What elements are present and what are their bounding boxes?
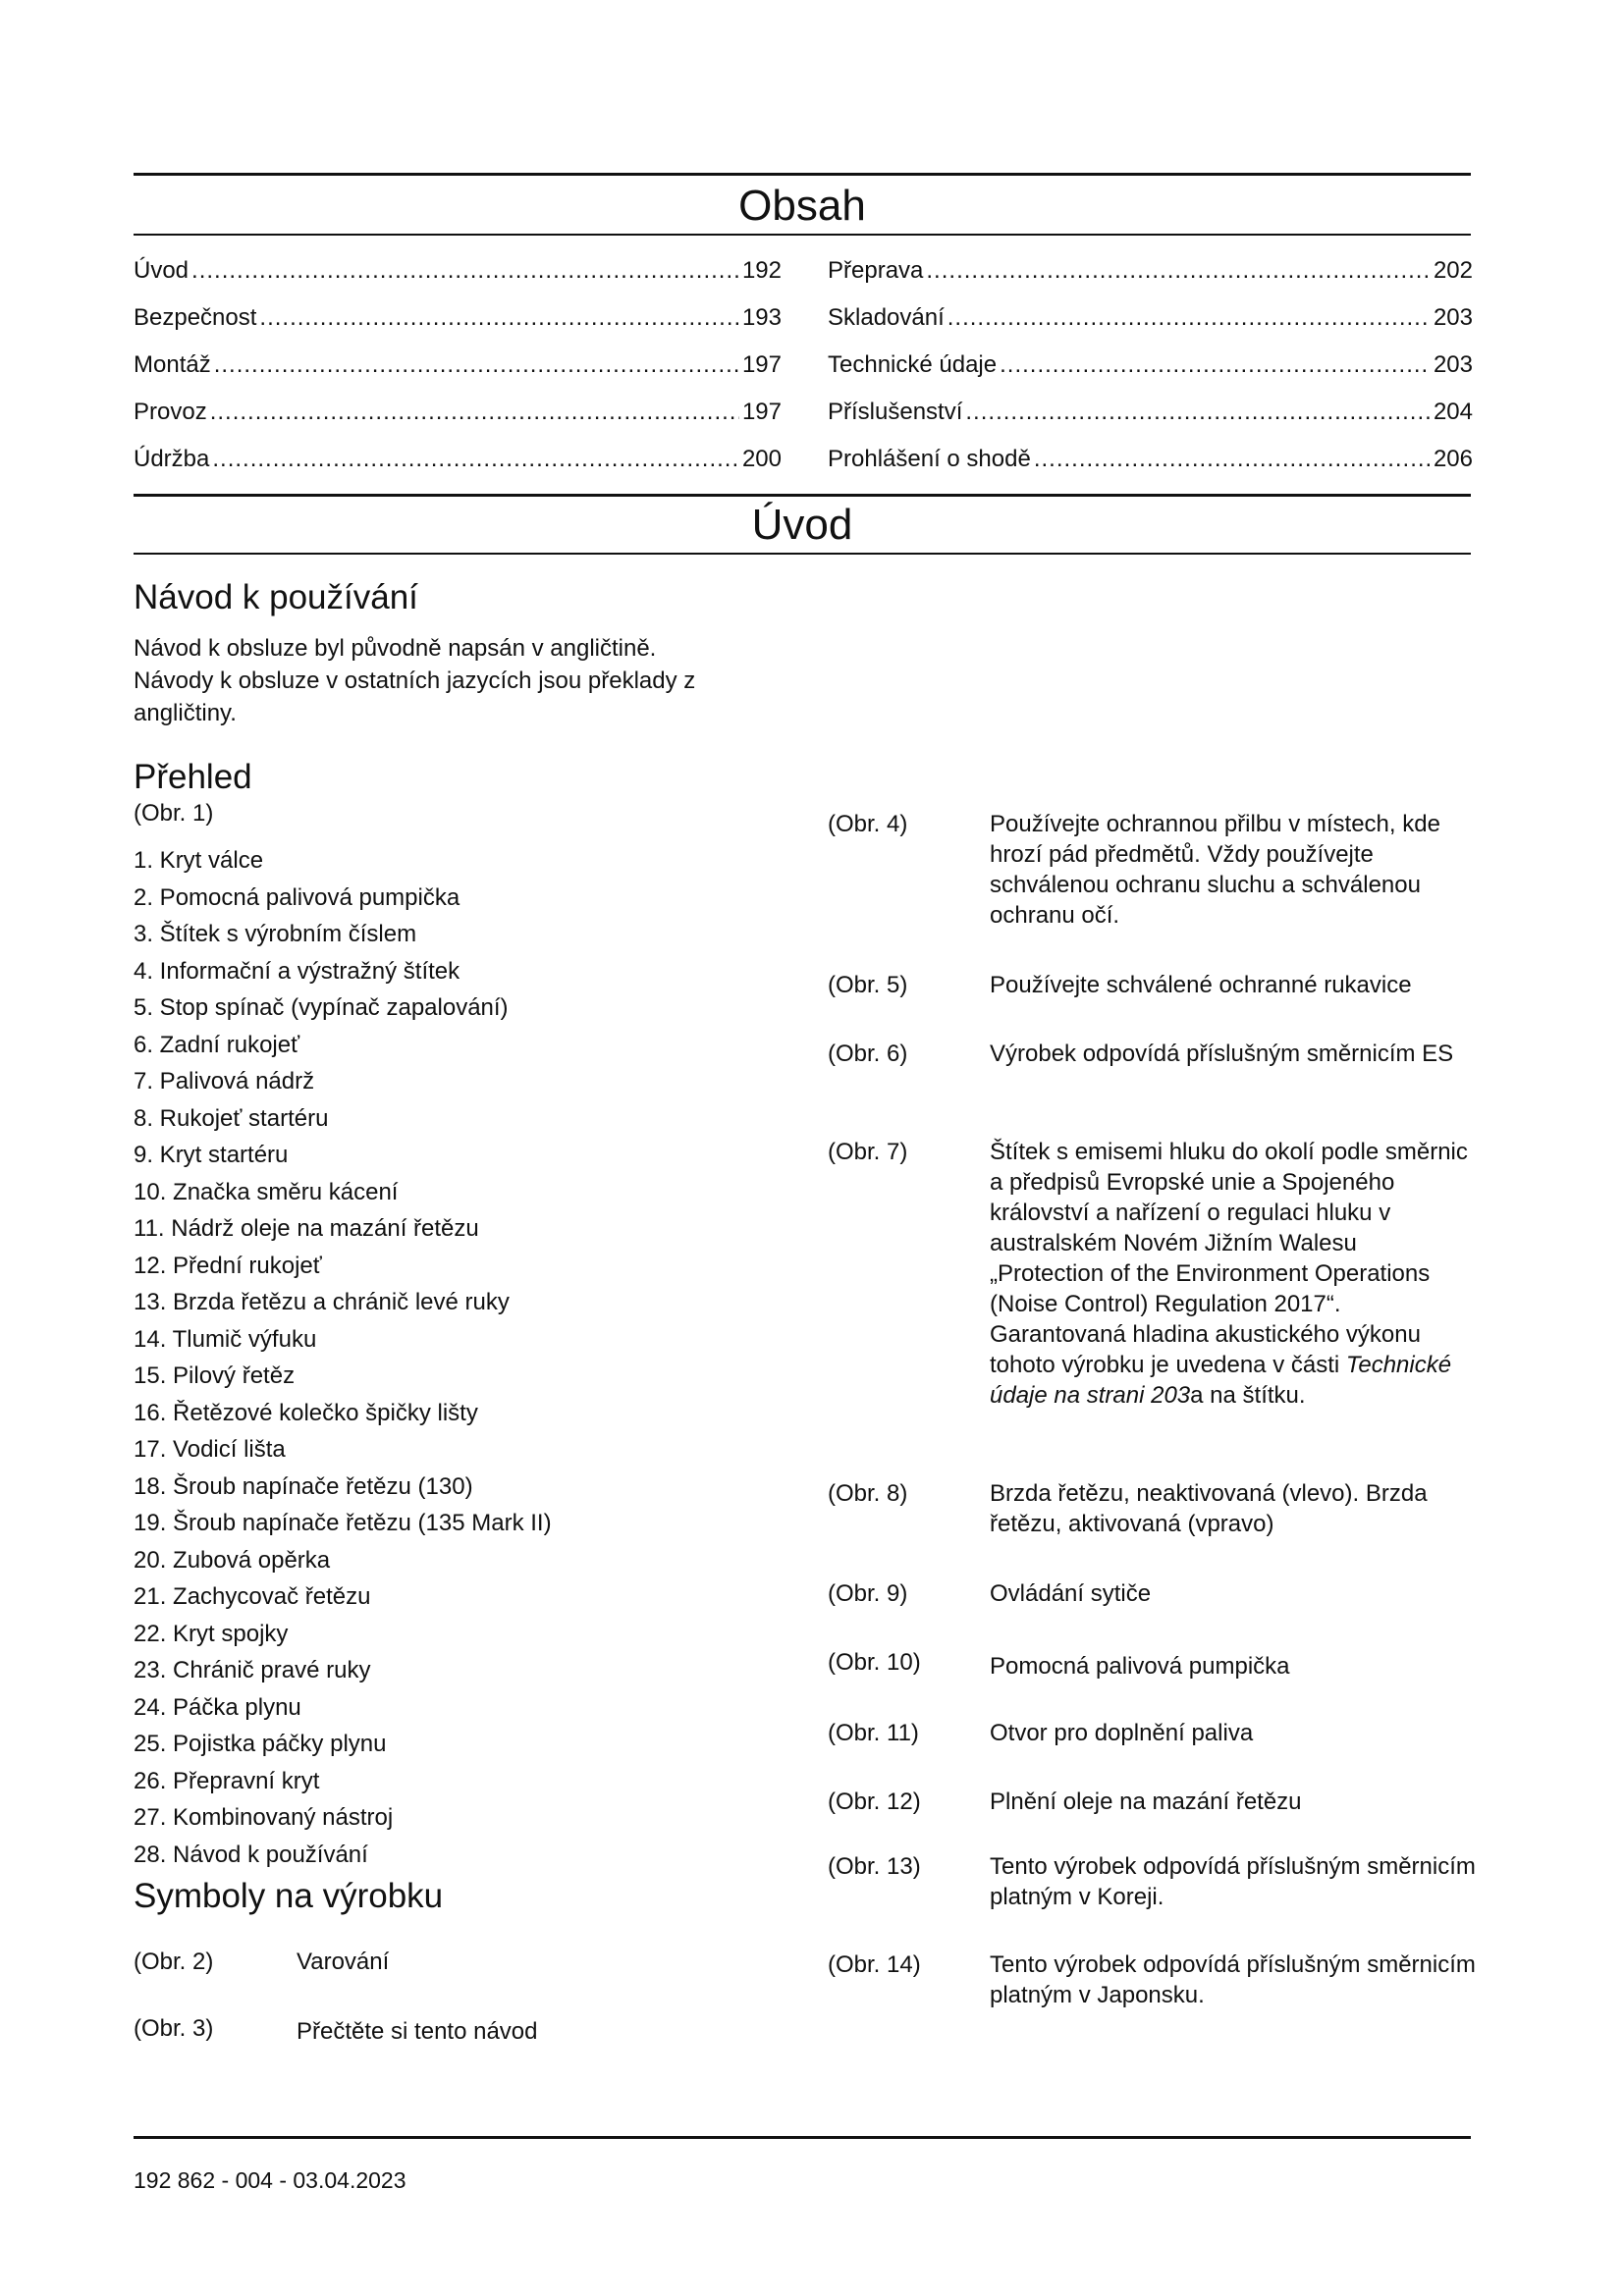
overview-list xyxy=(134,842,552,1873)
list-item: 21. Zachycovač řetězu xyxy=(134,1583,371,1610)
list-item: 3. Štítek s výrobním číslem xyxy=(134,921,417,947)
noise-label-text: Štítek s emisemi hluku do okolí podle směrnic a předpisů Evropské unie a Spojeného království a nařízení o regulaci hluku v australském Novém Jižním Walesu „Protection of the Environment Operations (Noise Control) Regulation 2017“. Garantovaná hladina akustického výkonu tohoto výrobku je uvedena v části xyxy=(990,1139,1468,1378)
toc-entry-technicke-udaje[interactable] xyxy=(828,342,1473,389)
overview-heading: Přehled xyxy=(134,758,252,796)
intro-top-rule xyxy=(134,494,1471,497)
figure-ref: (Obr. 7) xyxy=(828,1139,908,1165)
symbol-entry xyxy=(828,1578,1476,1609)
list-item: 26. Přepravní kryt xyxy=(134,1767,320,1794)
toc-page: 203 xyxy=(1433,304,1473,331)
intro-title: Úvod xyxy=(751,501,853,549)
list-item: 14. Tlumič výfuku xyxy=(134,1325,317,1353)
symbol-entry xyxy=(828,1787,1476,1817)
symbol-description xyxy=(990,1137,1476,1411)
figure-ref: (Obr. 12) xyxy=(828,1789,921,1815)
symbol-description: Plnění oleje na mazání řetězu xyxy=(990,1789,1302,1815)
symbol-entry xyxy=(828,1647,1476,1682)
list-item: 25. Pojistka páčky plynu xyxy=(134,1731,387,1757)
toc-page: 203 xyxy=(1433,351,1473,378)
figure-ref: (Obr. 10) xyxy=(828,1649,921,1676)
figure-ref: (Obr. 11) xyxy=(828,1720,919,1746)
toc-label: Bezpečnost xyxy=(134,304,257,331)
toc-page: 197 xyxy=(741,399,782,425)
footer-rule xyxy=(134,2136,1471,2139)
list-item: 24. Páčka plynu xyxy=(134,1693,301,1721)
toc-page: 202 xyxy=(1433,257,1473,284)
toc-entry-skladovani[interactable] xyxy=(828,294,1473,342)
figure-ref: (Obr. 3) xyxy=(134,2015,214,2042)
toc-top-rule xyxy=(134,173,1471,176)
list-item: 19. Šroub napínače řetězu (135 Mark II) xyxy=(134,1510,552,1536)
toc-entry-montaz[interactable] xyxy=(134,342,782,389)
toc-entry-bezpecnost[interactable] xyxy=(134,294,782,342)
symbol-entry xyxy=(828,809,1476,931)
symbol-entry xyxy=(828,970,1476,1000)
toc-entry-preprava[interactable] xyxy=(828,247,1473,294)
toc-page: 206 xyxy=(1433,446,1473,472)
list-item: 1. Kryt válce xyxy=(134,847,264,874)
symbol-entry xyxy=(134,1947,783,1977)
list-item: 7. Palivová nádrž xyxy=(134,1068,315,1095)
list-item: 8. Rukojeť startéru xyxy=(134,1104,329,1132)
toc-label: Prohlášení o shodě xyxy=(828,446,1031,472)
symbol-description: Používejte ochrannou přilbu v místech, kde hrozí pád předmětů. Vždy používejte schválenou ochranu sluchu a schválenou ochranu očí. xyxy=(990,811,1440,929)
toc-page: 193 xyxy=(741,304,782,331)
intro-title-rule xyxy=(134,553,1471,555)
toc-label: Přeprava xyxy=(828,257,924,284)
toc-label: Technické údaje xyxy=(828,351,998,378)
symbol-entry xyxy=(134,2013,783,2047)
list-item: 10. Značka směru kácení xyxy=(134,1178,399,1205)
symbol-description: Varování xyxy=(297,1949,390,1975)
list-item: 2. Pomocná palivová pumpička xyxy=(134,883,460,911)
symbol-description: Ovládání sytiče xyxy=(990,1580,1152,1607)
figure-ref: (Obr. 2) xyxy=(134,1949,214,1975)
figure-ref: (Obr. 8) xyxy=(828,1480,908,1507)
toc-right-column xyxy=(828,247,1473,483)
figure-ref: (Obr. 6) xyxy=(828,1041,908,1067)
symbol-description: Tento výrobek odpovídá příslušným směrnicím platným v Japonsku. xyxy=(990,1951,1476,2008)
symbol-entry xyxy=(828,1949,1476,2010)
list-item: 27. Kombinovaný nástroj xyxy=(134,1804,394,1831)
symbols-heading: Symboly na výrobku xyxy=(134,1877,444,1915)
symbol-entry xyxy=(828,1478,1476,1539)
symbol-entry xyxy=(828,1718,1476,1748)
technical-data-link[interactable]: Technické údaje na strani 203 xyxy=(990,1352,1452,1409)
symbol-description: Přečtěte si tento návod xyxy=(297,2018,538,2045)
toc-label: Úvod xyxy=(134,257,189,284)
toc-label: Montáž xyxy=(134,351,211,378)
list-item: 12. Přední rukojeť xyxy=(134,1252,322,1279)
figure-ref: (Obr. 9) xyxy=(828,1580,908,1607)
symbol-description: Brzda řetězu, neaktivovaná (vlevo). Brzda řetězu, aktivovaná (vpravo) xyxy=(990,1480,1428,1537)
noise-label-tail: a na štítku. xyxy=(1190,1382,1306,1409)
toc-page: 204 xyxy=(1433,399,1473,425)
figure-ref: (Obr. 4) xyxy=(828,811,908,837)
overview-figure-ref: (Obr. 1) xyxy=(134,800,214,827)
list-item: 15. Pilový řetěz xyxy=(134,1362,296,1389)
document-id: 192 862 - 004 - 03.04.2023 xyxy=(134,2167,406,2193)
list-item: 13. Brzda řetězu a chránič levé ruky xyxy=(134,1289,510,1315)
list-item: 16. Řetězové kolečko špičky lišty xyxy=(134,1399,478,1426)
toc-left-column xyxy=(134,247,782,483)
toc-entry-provoz[interactable] xyxy=(134,389,782,436)
toc-title-rule xyxy=(134,234,1471,236)
symbol-entry xyxy=(828,1039,1476,1069)
list-item: 11. Nádrž oleje na mazání řetězu xyxy=(134,1215,479,1242)
list-item: 18. Šroub napínače řetězu (130) xyxy=(134,1472,473,1500)
symbol-description: Používejte schválené ochranné rukavice xyxy=(990,972,1412,998)
list-item: 5. Stop spínač (vypínač zapalování) xyxy=(134,994,509,1021)
list-item: 6. Zadní rukojeť xyxy=(134,1031,300,1058)
toc-title: Obsah xyxy=(738,182,866,230)
toc-label: Skladování xyxy=(828,304,945,331)
list-item: 23. Chránič pravé ruky xyxy=(134,1657,371,1683)
toc-page: 200 xyxy=(741,446,782,472)
toc-page: 197 xyxy=(741,351,782,378)
toc-label: Údržba xyxy=(134,446,210,472)
figure-ref: (Obr. 13) xyxy=(828,1853,921,1880)
symbol-entry xyxy=(828,1137,1476,1411)
figure-ref: (Obr. 14) xyxy=(828,1951,921,1978)
toc-entry-prohlaseni[interactable] xyxy=(828,436,1473,483)
toc-entry-udrzba[interactable] xyxy=(134,436,782,483)
list-item: 4. Informační a výstražný štítek xyxy=(134,957,460,985)
toc-entry-uvod[interactable] xyxy=(134,247,782,294)
symbol-description: Výrobek odpovídá příslušným směrnicím ES xyxy=(990,1041,1454,1067)
list-item: 9. Kryt startéru xyxy=(134,1142,289,1168)
toc-label: Provoz xyxy=(134,399,207,425)
symbol-description: Otvor pro doplnění paliva xyxy=(990,1720,1254,1746)
figure-ref: (Obr. 5) xyxy=(828,972,908,998)
symbol-description: Tento výrobek odpovídá příslušným směrnicím platným v Koreji. xyxy=(990,1853,1476,1910)
symbol-entry xyxy=(828,1851,1476,1912)
manual-heading: Návod k používání xyxy=(134,578,418,616)
symbol-description: Pomocná palivová pumpička xyxy=(990,1653,1290,1680)
list-item: 17. Vodicí lišta xyxy=(134,1436,286,1463)
toc-label: Příslušenství xyxy=(828,399,963,425)
manual-text: Návod k obsluze byl původně napsán v angličtině. Návody k obsluze v ostatních jazycích jsou překlady z angličtiny. xyxy=(134,635,696,726)
toc-entry-prislusenstvi[interactable] xyxy=(828,389,1473,436)
list-item: 22. Kryt spojky xyxy=(134,1620,289,1647)
toc-page: 192 xyxy=(741,257,782,284)
list-item: 28. Návod k používání xyxy=(134,1841,368,1868)
list-item: 20. Zubová opěrka xyxy=(134,1546,331,1574)
